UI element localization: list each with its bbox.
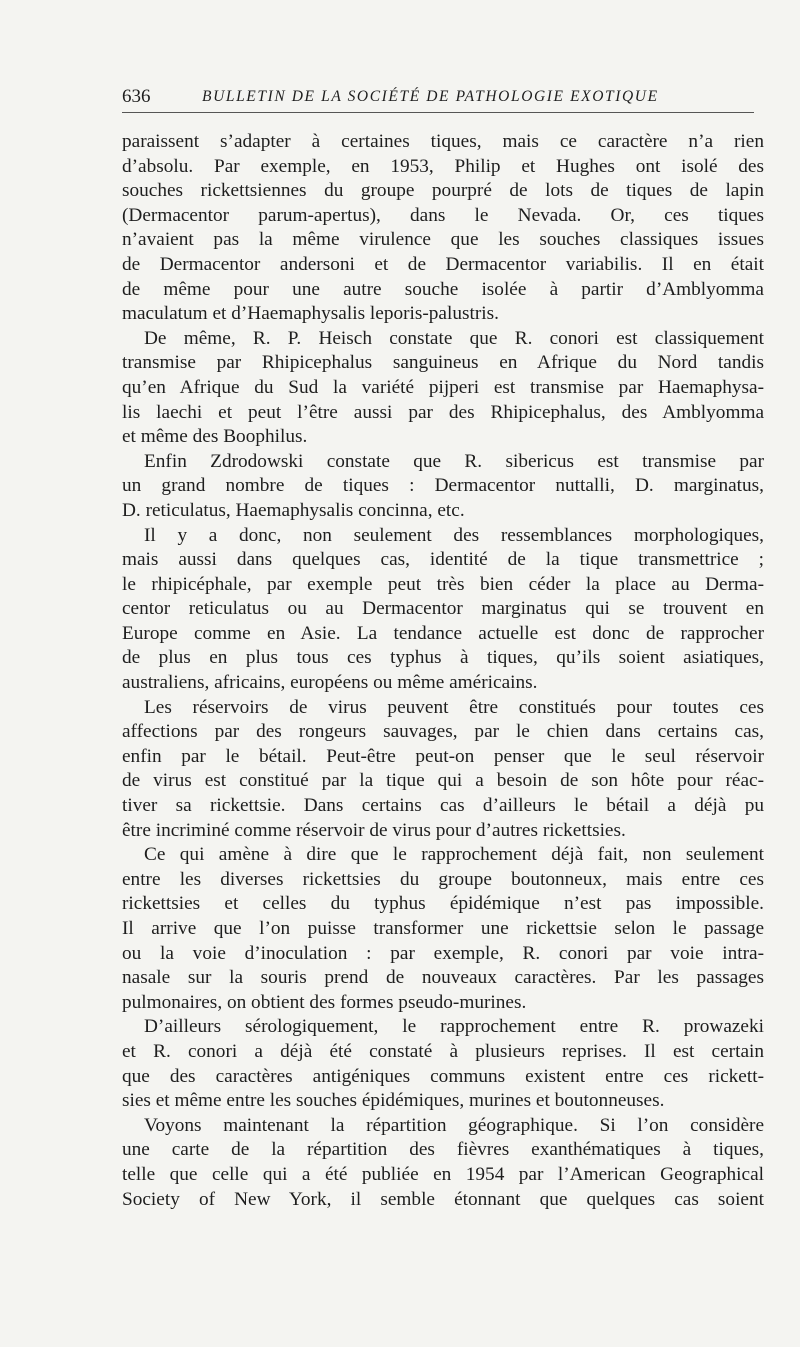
text-line: Il arrive que l’on puisse transformer une rickettsie selon le passage	[122, 918, 764, 939]
text-line: de virus est constitué par la tique qui a besoin de son hôte pour réac-	[122, 770, 764, 792]
paragraph-1	[122, 130, 764, 327]
text-line: souches rickettsiennes du groupe pourpré de lots de tiques de lapin	[122, 180, 764, 202]
text-line: Europe comme en Asie. La tendance actuelle est donc de rapprocher	[122, 622, 764, 644]
text-line: australiens, africains, européens ou même américains.	[122, 672, 538, 694]
text-line: qu’en Afrique du Sud la variété pijperi est transmise par Haemaphysa-	[122, 376, 764, 398]
text-line: et R. conori a déjà été constaté à plusieurs reprises. Il est certain	[122, 1040, 764, 1062]
text-line: que des caractères antigéniques communs existent entre ces rickett-	[122, 1065, 764, 1087]
page-number: 636	[122, 86, 151, 107]
page-header	[122, 86, 754, 113]
text-line: rickettsies et celles du typhus épidémique n’est pas impossible.	[122, 893, 764, 915]
text-line: et même des Boophilus.	[122, 426, 308, 448]
text-line: nasale sur la souris prend de nouveaux caractères. Par les passages	[122, 967, 764, 989]
text-line: de plus en plus tous ces typhus à tiques, qu’ils soient asiatiques,	[122, 647, 764, 669]
body-text	[122, 130, 764, 1212]
text-line: Voyons maintenant la répartition géographique. Si l’on considère	[144, 1114, 764, 1136]
text-line: sies et même entre les souches épidémiques, murines et boutonneuses.	[122, 1090, 665, 1112]
paragraph-6	[122, 843, 764, 1015]
paragraph-4	[122, 524, 764, 696]
text-line: affections par des rongeurs sauvages, par le chien dans certains cas,	[122, 721, 764, 743]
paragraph-8	[122, 1114, 764, 1212]
text-line: paraissent s’adapter à certaines tiques, mais ce caractère n’a rien	[122, 131, 764, 152]
paragraph-2	[122, 327, 764, 450]
text-line: Society of New York, il semble étonnant que quelques cas soient	[122, 1188, 764, 1210]
text-line: de même pour une autre souche isolée à partir d’Amblyomma	[122, 278, 764, 300]
text-line: ou la voie d’inoculation : par exemple, R. conori par voie intra-	[122, 942, 764, 964]
text-line: d’absolu. Par exemple, en 1953, Philip et Hughes ont isolé des	[122, 155, 764, 177]
text-line: de Dermacentor andersoni et de Dermacentor variabilis. Il en était	[122, 253, 764, 275]
paragraph-3	[122, 450, 764, 524]
text-line: D. reticulatus, Haemaphysalis concinna, etc.	[122, 499, 465, 521]
text-line: une carte de la répartition des fièvres exanthématiques à tiques,	[122, 1139, 764, 1161]
text-line: n’avaient pas la même virulence que les souches classiques issues	[122, 229, 764, 251]
text-line: pulmonaires, on obtient des formes pseudo-murines.	[122, 991, 527, 1013]
text-line: lis laechi et peut l’être aussi par des Rhipicephalus, des Amblyomma	[122, 401, 764, 423]
text-line: D’ailleurs sérologiquement, le rapprochement entre R. prowazeki	[144, 1016, 764, 1038]
text-line: enfin par le bétail. Peut-être peut-on penser que le seul réservoir	[122, 745, 764, 767]
text-line: Il y a donc, non seulement des ressemblances morphologiques,	[144, 524, 764, 546]
text-line: transmise par Rhipicephalus sanguineus en Afrique du Nord tandis	[122, 352, 764, 374]
text-line: entre les diverses rickettsies du groupe boutonneux, mais entre ces	[122, 868, 764, 890]
text-line: Enfin Zdrodowski constate que R. sibericus est transmise par	[144, 450, 764, 472]
text-line: mais aussi dans quelques cas, identité de la tique transmettrice ;	[122, 549, 764, 571]
text-line: le rhipicéphale, par exemple peut très bien céder la place au Derma-	[122, 573, 764, 595]
text-line: un grand nombre de tiques : Dermacentor nuttalli, D. marginatus,	[122, 475, 764, 497]
text-line: De même, R. P. Heisch constate que R. conori est classiquement	[144, 327, 764, 349]
text-line: être incriminé comme réservoir de virus pour d’autres rickettsies.	[122, 819, 626, 841]
running-title: BULLETIN DE LA SOCIÉTÉ DE PATHOLOGIE EXOTIQUE	[202, 88, 659, 105]
text-line: centor reticulatus ou au Dermacentor marginatus qui se trouvent en	[122, 598, 764, 620]
text-line: telle que celle qui a été publiée en 1954 par l’American Geographical	[122, 1163, 764, 1185]
text-line: (Dermacentor parum-apertus), dans le Nevada. Or, ces tiques	[122, 204, 764, 226]
paragraph-5	[122, 696, 764, 844]
text-line: Les réservoirs de virus peuvent être constitués pour toutes ces	[144, 696, 764, 718]
paragraph-7	[122, 1015, 764, 1113]
text-line: maculatum et d’Haemaphysalis leporis-palustris.	[122, 303, 499, 325]
text-line: Ce qui amène à dire que le rapprochement déjà fait, non seulement	[144, 844, 764, 866]
text-line: tiver sa rickettsie. Dans certains cas d’ailleurs le bétail a déjà pu	[122, 795, 764, 817]
